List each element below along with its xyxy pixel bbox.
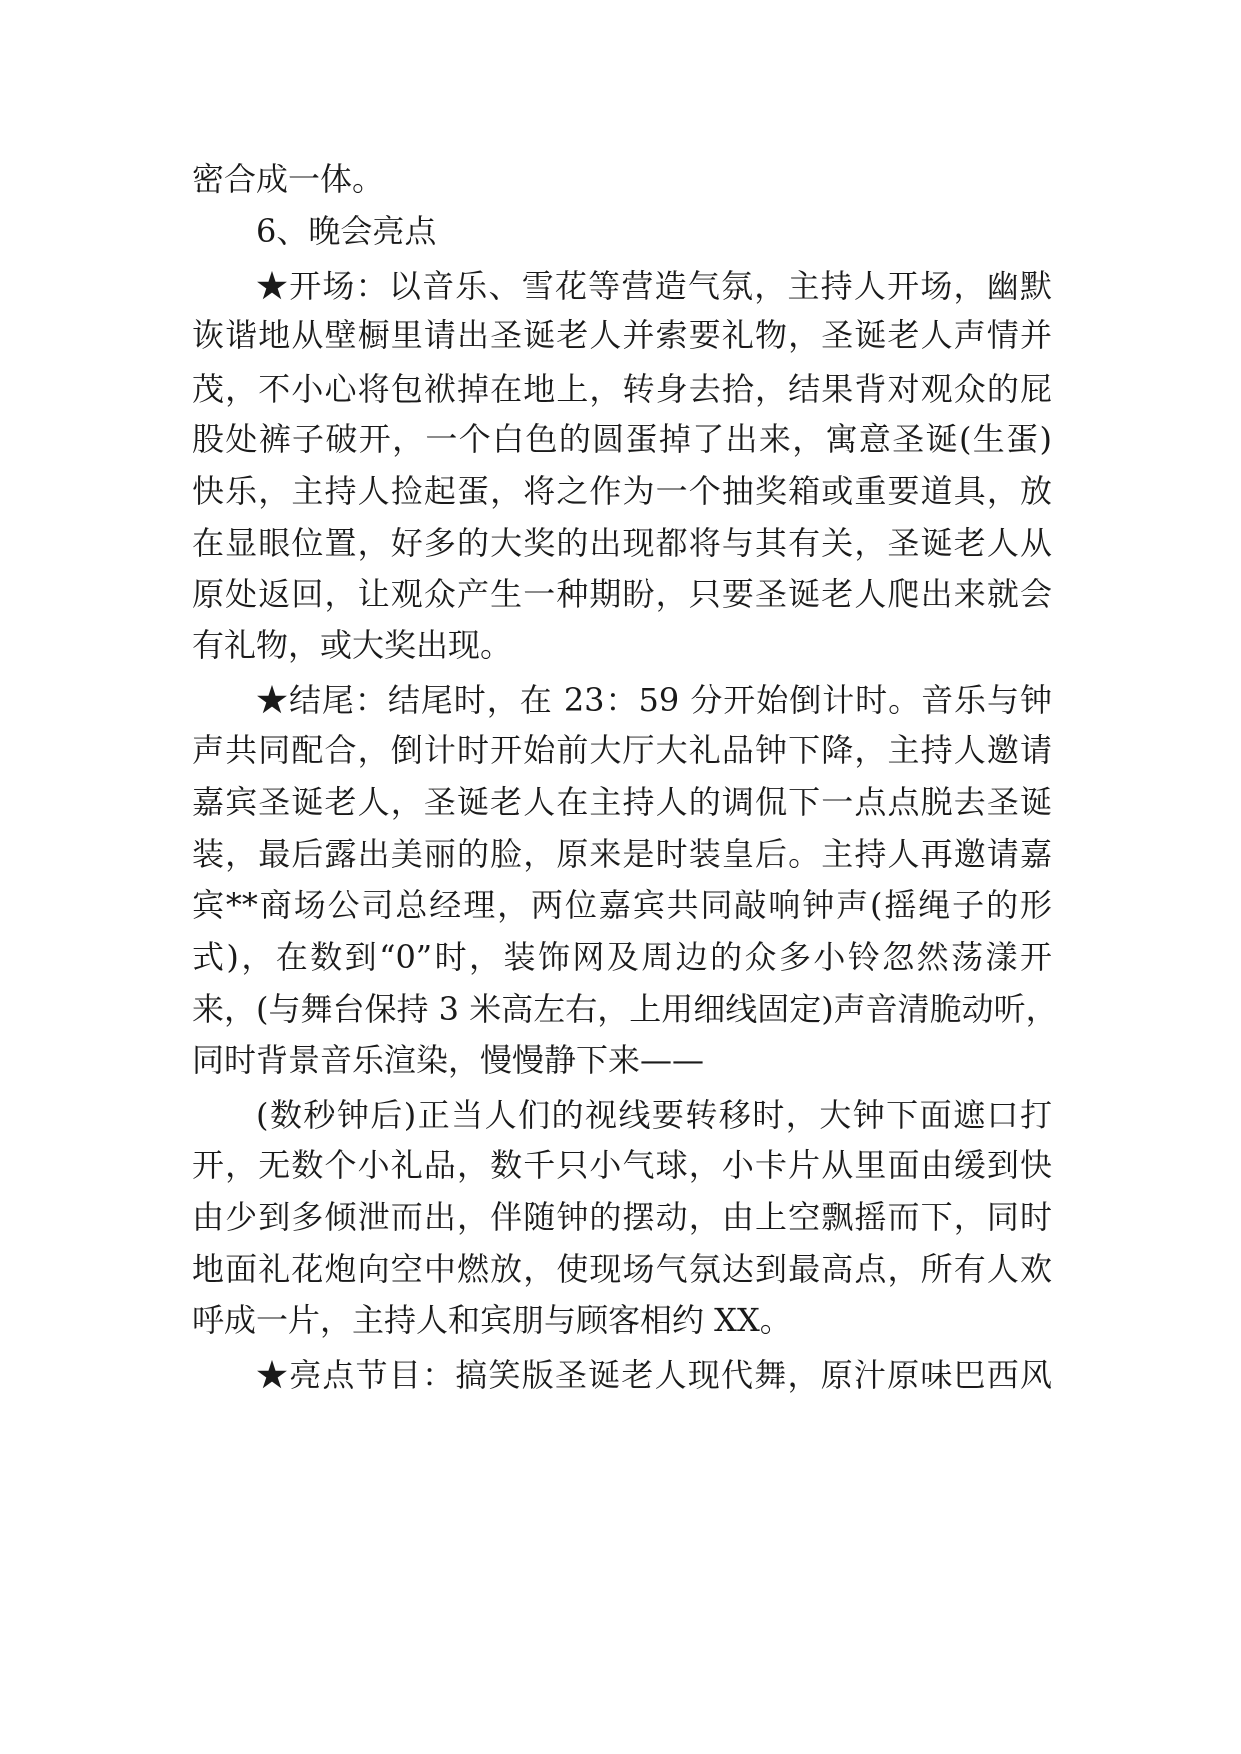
text-line: 诙谐地从壁橱里请出圣诞老人并索要礼物，圣诞老人声情并 — [192, 316, 1052, 354]
text-line: 由少到多倾泄而出，伴随钟的摆动，由上空飘摇而下，同时 — [192, 1198, 1052, 1236]
text-line: 嘉宾圣诞老人，圣诞老人在主持人的调侃下一点点脱去圣诞 — [192, 783, 1052, 821]
text-line: 来，(与舞台保持 3 米高左右，上用细线固定)声音清脆动听， — [192, 990, 1058, 1028]
text-line: 有礼物，或大奖出现。 — [192, 626, 513, 664]
text-line: 在显眼位置，好多的大奖的出现都将与其有关，圣诞老人从 — [192, 524, 1052, 562]
text-line: 开，无数个小礼品，数千只小气球，小卡片从里面由缓到快 — [192, 1146, 1052, 1184]
text-line: 快乐，主持人捡起蛋，将之作为一个抽奖箱或重要道具，放 — [192, 472, 1052, 510]
text-line: ★亮点节目：搞笑版圣诞老人现代舞，原汁原味巴西风 — [256, 1356, 1052, 1394]
text-line: 原处返回，让观众产生一种期盼，只要圣诞老人爬出来就会 — [192, 575, 1052, 613]
text-line: 式)，在数到“0”时，装饰网及周边的众多小铃忽然荡漾开 — [192, 938, 1052, 976]
text-line: 装，最后露出美丽的脸，原来是时装皇后。主持人再邀请嘉 — [192, 835, 1052, 873]
text-line: ★开场：以音乐、雪花等营造气氛，主持人开场，幽默 — [256, 267, 1052, 305]
text-line: 呼成一片，主持人和宾朋与顾客相约 XX。 — [192, 1301, 792, 1339]
text-line: ★结尾：结尾时，在 23：59 分开始倒计时。音乐与钟 — [256, 681, 1052, 719]
section-heading: 6、晚会亮点 — [256, 212, 437, 250]
text-line: 宾**商场公司总经理，两位嘉宾共同敲响钟声(摇绳子的形 — [192, 886, 1052, 924]
text-line: 密合成一体。 — [192, 160, 385, 198]
text-line: 茂，不小心将包袱掉在地上，转身去拾，结果背对观众的屁 — [192, 370, 1052, 408]
text-line: 地面礼花炮向空中燃放，使现场气氛达到最高点，所有人欢 — [192, 1250, 1052, 1288]
text-line: 股处裤子破开，一个白色的圆蛋掉了出来，寓意圣诞(生蛋) — [192, 420, 1052, 458]
text-line: 同时背景音乐渲染，慢慢静下来—— — [192, 1041, 705, 1079]
text-line: 声共同配合，倒计时开始前大厅大礼品钟下降，主持人邀请 — [192, 731, 1052, 769]
text-line: (数秒钟后)正当人们的视线要转移时，大钟下面遮口打 — [256, 1096, 1052, 1134]
